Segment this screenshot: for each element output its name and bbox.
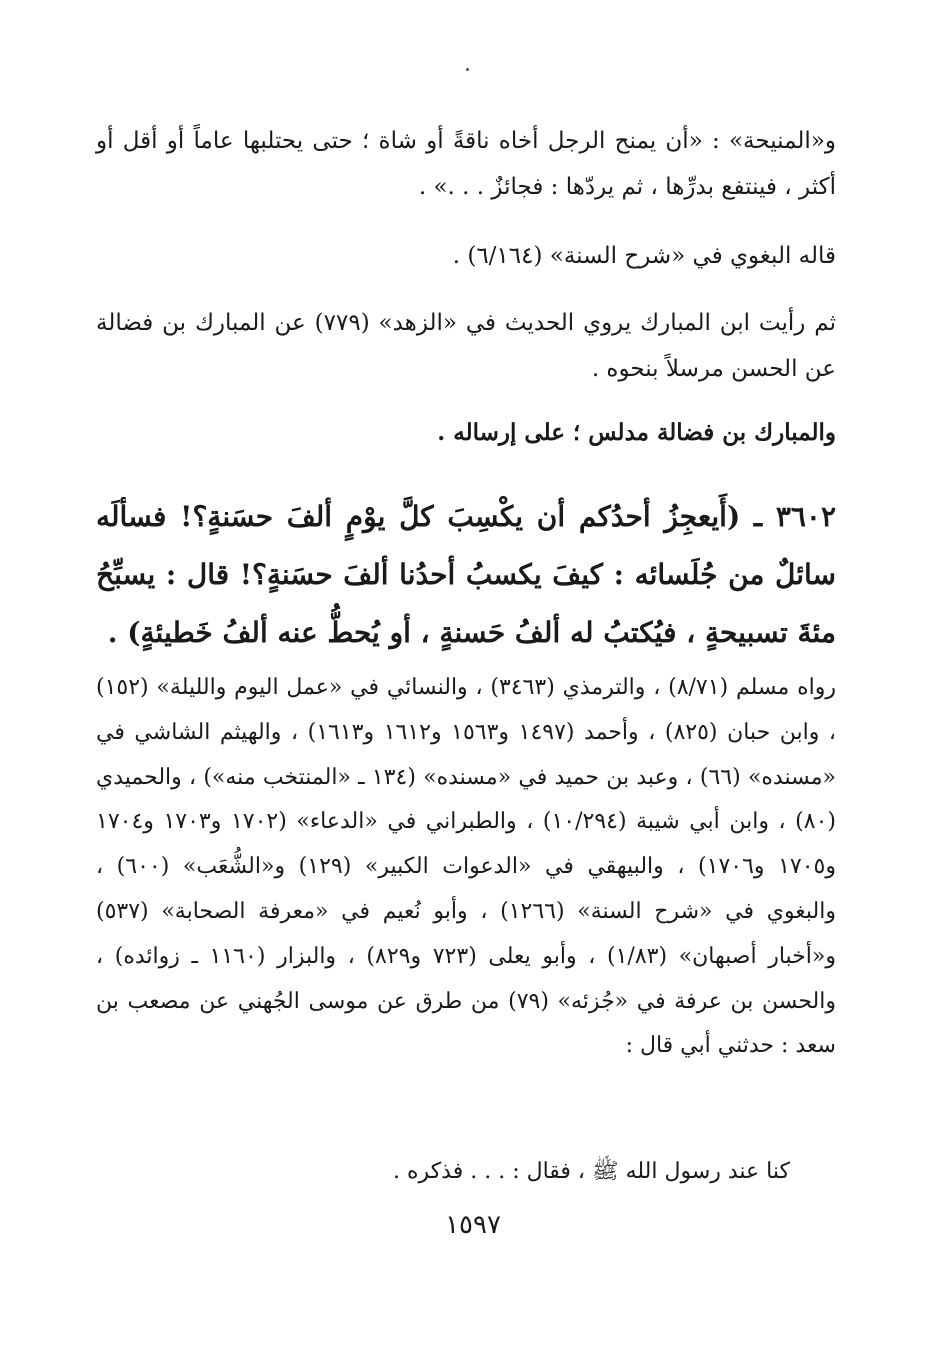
paragraph-ibn-mubarak-note: ثم رأيت ابن المبارك يروي الحديث في «الزهد» (٧٧٩) عن المبارك بن فضالة عن الحسن مرسلاً بنحوه . [96, 310, 836, 382]
page-number: ١٥٩٧ [445, 1210, 501, 1240]
page-mark [466, 68, 469, 71]
hadith-narration-quote: كنا عند رسول الله ﷺ ، فقال : . . . فذكره . [393, 1159, 790, 1184]
paragraph-baghawi-citation: قاله البغوي في «شرح السنة» (٦/١٦٤) . [452, 243, 836, 269]
hadith-text: ٣٦٠٢ ـ (أَيعجِزُ أحدُكم أن يكْسِبَ كلَّ يوْمٍ ألفَ حسَنةٍ؟! فسألَه سائلٌ من جُلَسائه : كيفَ يكسبُ أحدُنا ألفَ حسَنةٍ؟! قال : يسبِّحُ مئةَ تسبيحةٍ ، فيُكتبُ له ألفُ حَسنةٍ ، أو يُحطُّ عنه ألفُ خَطيئةٍ) . [96, 500, 836, 649]
paragraph-mubarak-tadlis: والمبارك بن فضالة مدلس ؛ على إرساله . [437, 419, 836, 446]
takhrij-paragraph: رواه مسلم (٨/٧١) ، والترمذي (٣٤٦٣) ، والنسائي في «عمل اليوم والليلة» (١٥٢) ، وابن حبان (٨٢٥) ، وأحمد (١٤٩٧ و١٥٦٣ و١٦١٢ و١٦١٣) ، والهيثم الشاشي في «مسنده» (٦٦) ، وعبد بن حميد في «مسنده» (١٣٤ ـ «المنتخب منه») ، والحميدي (٨٠) ، وابن أبي شيبة (١٠/٢٩٤) ، والطبراني في «الدعاء» (١٧٠٢ و١٧٠٣ و١٧٠٤ و١٧٠٥ و١٧٠٦) ، والبيهقي في «الدعوات الكبير» (١٢٩) و«الشُّعَب» (٦٠٠) ، والبغوي في «شرح السنة» (١٢٦٦) ، وأبو نُعيم في «معرفة الصحابة» (٥٣٧) و«أخبار أصبهان» (١/٨٣) ، وأبو يعلى (٧٢٣ و٨٢٩) ، والبزار (١١٦٠ ـ زوائده) ، والحسن بن عرفة في «جُزئه» (٧٩) من طرق عن موسى الجُهني عن مصعب بن سعد : حدثني أبي قال : [96, 675, 837, 1059]
paragraph-maniha-definition: و«المنيحة» : «أن يمنح الرجل أخاه ناقةً أو شاة ؛ حتى يحتلبها عاماً أو أقل أو أكثر ، فينتفع بدرِّها ، ثم يردّها : فجائزٌ . . .» . [96, 128, 836, 200]
